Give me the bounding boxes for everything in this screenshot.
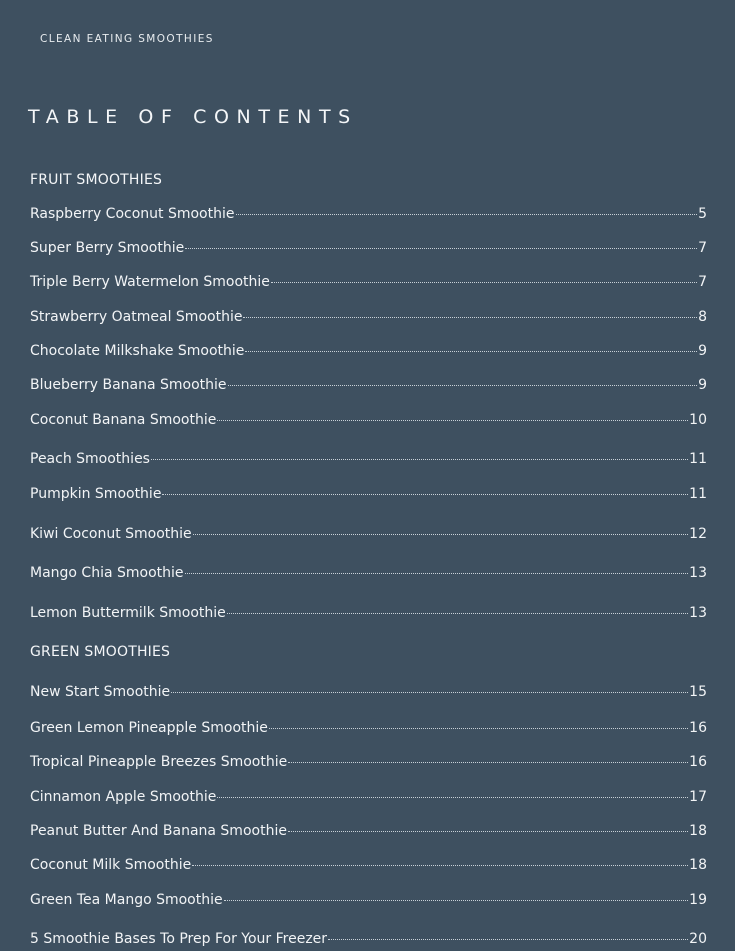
toc-entry-label: Kiwi Coconut Smoothie xyxy=(30,526,192,542)
toc-entry-label: Strawberry Oatmeal Smoothie xyxy=(30,309,243,325)
toc-entry-page: 7 xyxy=(698,240,707,256)
toc-entry-page: 11 xyxy=(689,451,707,467)
toc-entry[interactable] xyxy=(30,821,707,841)
toc-entry-label: Cinnamon Apple Smoothie xyxy=(30,789,217,805)
toc-entry-page: 11 xyxy=(689,486,707,502)
toc-entry-label: Raspberry Coconut Smoothie xyxy=(30,206,235,222)
section-heading-fruit: FRUIT SMOOTHIES xyxy=(30,172,163,188)
toc-entry-label: Super Berry Smoothie xyxy=(30,240,185,256)
toc-entry-label: Triple Berry Watermelon Smoothie xyxy=(30,274,270,290)
toc-entry-page: 18 xyxy=(689,823,707,839)
toc-entry[interactable] xyxy=(30,563,707,583)
dot-leader xyxy=(162,494,688,495)
toc-entry-label: Green Tea Mango Smoothie xyxy=(30,892,223,908)
dot-leader xyxy=(288,762,688,763)
toc-entry-page: 13 xyxy=(689,565,707,581)
toc-entry[interactable] xyxy=(30,752,707,772)
dot-leader xyxy=(185,248,697,249)
dot-leader xyxy=(185,573,689,574)
dot-leader xyxy=(171,692,688,693)
toc-entry[interactable] xyxy=(30,272,707,292)
section-heading-green: GREEN SMOOTHIES xyxy=(30,644,171,660)
toc-entry[interactable] xyxy=(30,484,707,504)
dot-leader xyxy=(245,351,697,352)
dot-leader xyxy=(217,420,688,421)
dot-leader xyxy=(192,865,688,866)
toc-entry[interactable] xyxy=(30,890,707,910)
toc-entry-page: 20 xyxy=(689,931,707,947)
dot-leader xyxy=(217,797,688,798)
toc-entry[interactable] xyxy=(30,855,707,875)
toc-entry-page: 12 xyxy=(689,526,707,542)
page-title: TABLE OF CONTENTS xyxy=(28,106,358,128)
toc-entry[interactable] xyxy=(30,449,707,469)
toc-entry[interactable] xyxy=(30,341,707,361)
toc-entry-label: Green Lemon Pineapple Smoothie xyxy=(30,720,268,736)
toc-entry[interactable] xyxy=(30,603,707,623)
toc-entry-label: New Start Smoothie xyxy=(30,684,171,700)
toc-entry[interactable] xyxy=(30,375,707,395)
toc-entry-label: Coconut Milk Smoothie xyxy=(30,857,192,873)
toc-entry-label: Coconut Banana Smoothie xyxy=(30,412,217,428)
toc-entry-page: 8 xyxy=(698,309,707,325)
toc-entry-label: Lemon Buttermilk Smoothie xyxy=(30,605,226,621)
toc-entry-page: 16 xyxy=(689,754,707,770)
toc-entry-page: 17 xyxy=(689,789,707,805)
toc-entry-label: Mango Chia Smoothie xyxy=(30,565,184,581)
dot-leader xyxy=(151,459,688,460)
toc-entry[interactable] xyxy=(30,929,707,949)
toc-entry-page: 15 xyxy=(689,684,707,700)
toc-entry[interactable] xyxy=(30,238,707,258)
dot-leader xyxy=(227,613,688,614)
dot-leader xyxy=(228,385,698,386)
toc-entry[interactable] xyxy=(30,410,707,430)
dot-leader xyxy=(288,831,688,832)
toc-entry-page: 9 xyxy=(698,343,707,359)
toc-entry[interactable] xyxy=(30,787,707,807)
toc-entry[interactable] xyxy=(30,204,707,224)
toc-entry-page: 18 xyxy=(689,857,707,873)
dot-leader xyxy=(193,534,689,535)
toc-entry-page: 19 xyxy=(689,892,707,908)
toc-entry-label: Tropical Pineapple Breezes Smoothie xyxy=(30,754,288,770)
toc-entry[interactable] xyxy=(30,524,707,544)
toc-entry-page: 9 xyxy=(698,377,707,393)
toc-entry-label: Blueberry Banana Smoothie xyxy=(30,377,227,393)
toc-entry-page: 7 xyxy=(698,274,707,290)
toc-entry-label: Peach Smoothies xyxy=(30,451,150,467)
dot-leader xyxy=(224,900,689,901)
running-header: CLEAN EATING SMOOTHIES xyxy=(40,33,214,45)
toc-entry-page: 5 xyxy=(698,206,707,222)
dot-leader xyxy=(236,214,698,215)
toc-entry-page: 10 xyxy=(689,412,707,428)
toc-entry-page: 13 xyxy=(689,605,707,621)
toc-entry[interactable] xyxy=(30,718,707,738)
dot-leader xyxy=(328,939,688,940)
dot-leader xyxy=(269,728,688,729)
toc-entry-label: Peanut Butter And Banana Smoothie xyxy=(30,823,287,839)
toc-entry-label: 5 Smoothie Bases To Prep For Your Freezer xyxy=(30,931,328,947)
toc-entry[interactable] xyxy=(30,307,707,327)
toc-entry[interactable] xyxy=(30,682,707,702)
dot-leader xyxy=(243,317,697,318)
toc-entry-page: 16 xyxy=(689,720,707,736)
toc-entry-label: Pumpkin Smoothie xyxy=(30,486,162,502)
dot-leader xyxy=(271,282,697,283)
toc-entry-label: Chocolate Milkshake Smoothie xyxy=(30,343,245,359)
